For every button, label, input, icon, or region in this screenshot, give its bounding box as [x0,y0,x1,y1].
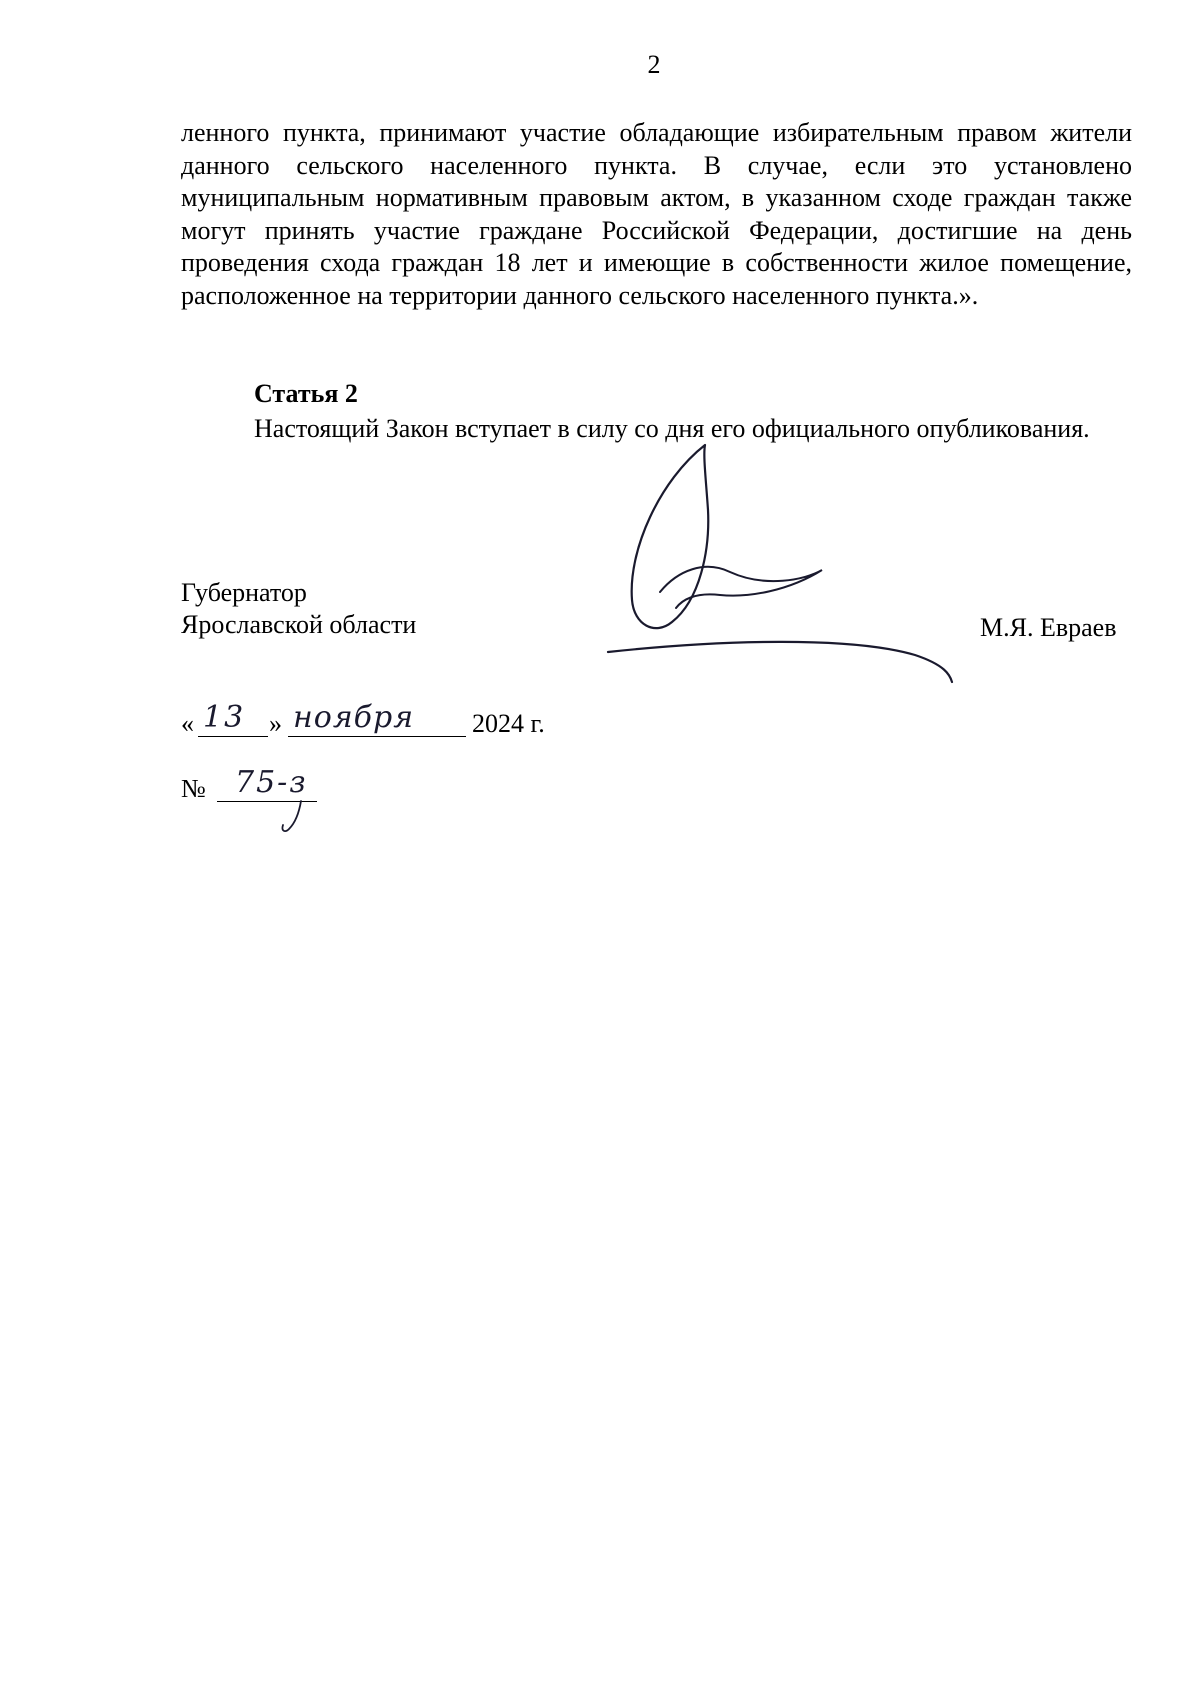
date-close-quote: » [269,709,282,738]
number-sign: № [181,774,206,803]
intro-paragraph: ленного пункта, принимают участие обладающие избирательным правом жители данного сельского населенного пункта. В случае, если это установлено муниципальным нормативным правовым актом, в указанном сходе граждан также могут принять участие граждане Российской Федерации, достигшие на день проведения схода граждан 18 лет и имеющие в собственности жилое помещение, расположенное на территории данного сельского населенного пункта.». [181,118,1132,310]
article-text: Настоящий Закон вступает в силу со дня его официального опубликования. [254,414,1090,443]
number-handwritten: 75-з [235,765,308,800]
handwritten-signature [600,440,980,690]
date-year: 2024 г. [472,709,545,738]
date-day-underline [198,736,268,737]
date-day-handwritten: 13 [203,700,246,735]
date-open-quote: « [181,709,194,738]
page-number: 2 [647,50,661,79]
signature-underline-stroke [608,642,952,682]
law-number [181,765,381,835]
date-month-handwritten: ноября [293,700,415,735]
number-tail-stroke [271,795,311,835]
position-title-line1: Губернатор [181,578,307,607]
position-title-line2: Ярославской области [181,610,417,639]
signature-sweep-stroke [660,567,822,608]
date-month-underline [288,736,466,737]
signatory-name: М.Я. Евраев [980,613,1117,642]
signature-loop-stroke [632,445,709,628]
article-heading: Статья 2 [254,379,358,408]
signing-date [181,700,581,750]
